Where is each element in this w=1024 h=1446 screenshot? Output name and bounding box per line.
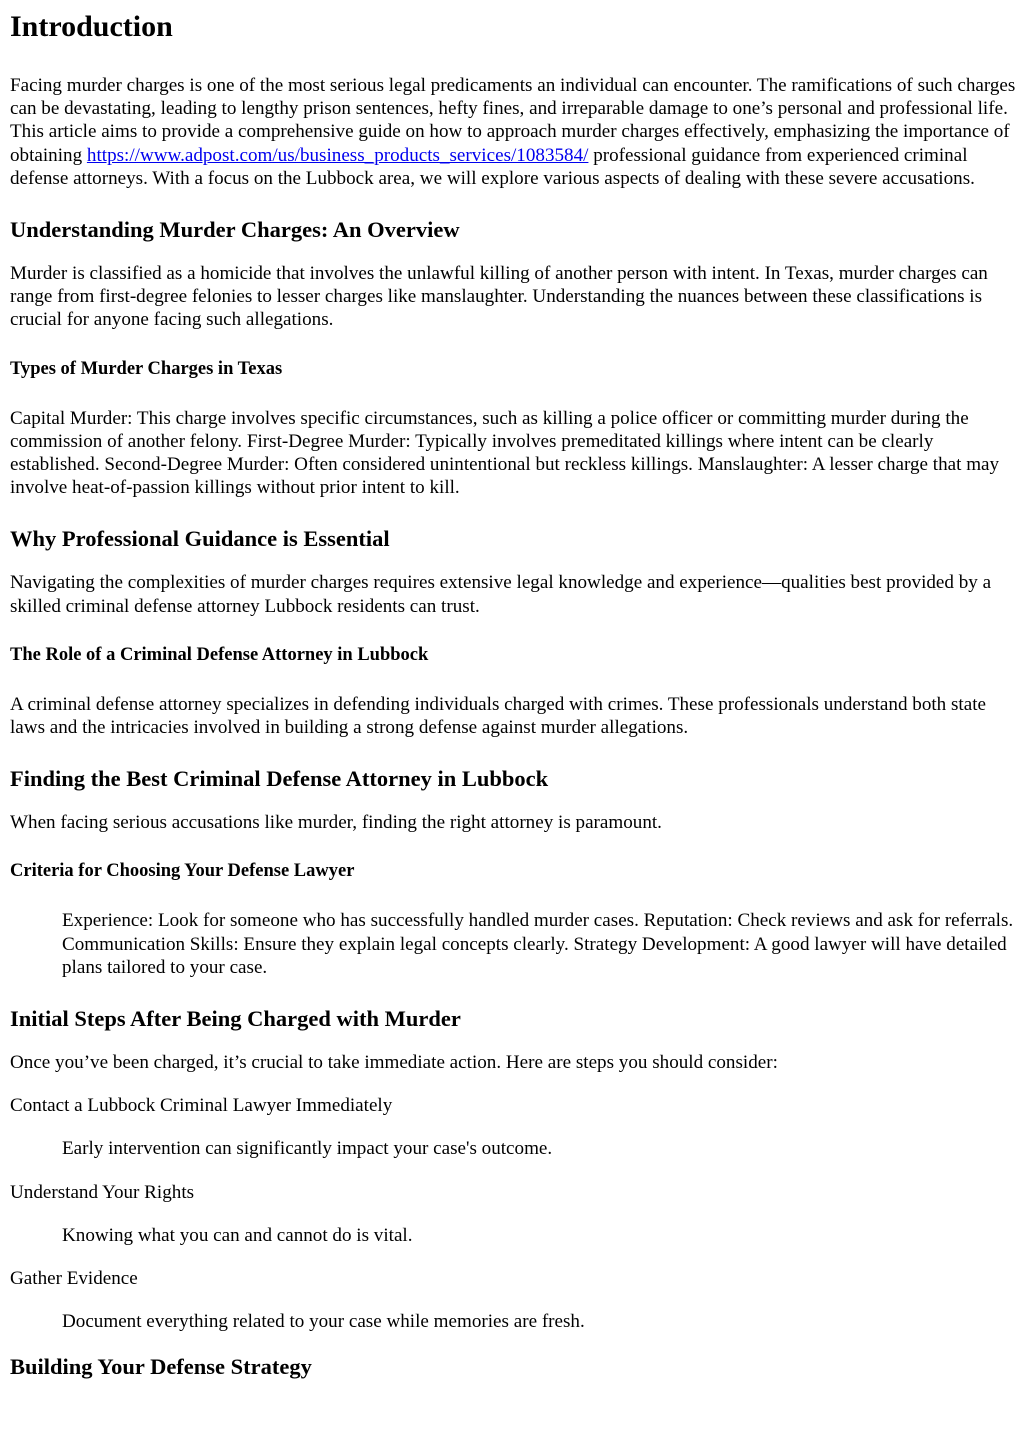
subsection-heading-role: The Role of a Criminal Defense Attorney in Lubbock <box>10 644 429 665</box>
intro-text-before-link: Facing murder charges is one of the most serious legal predicaments an individual can encounter. The ramifications of such charges can be devastating, leading to lengthy prison sentences, hefty fines, and irreparable damage to one’s personal and professional life. This article aims to provide a comprehensive guide on how to approach murder charges effectively, emphasizing the importance of obtaining <box>10 75 1016 166</box>
step-description: Document everything related to your case while memories are fresh. <box>62 1311 585 1333</box>
step-description: Early intervention can significantly impact your case's outcome. <box>62 1138 553 1160</box>
types-paragraph: Capital Murder: This charge involves specific circumstances, such as killing a police officer or committing murder during the commission of another felony. First-Degree Murder: Typically involves premeditated killings where intent can be clearly established. Second-Degree Murder: Often considered unintentional but reckless killings. Manslaughter: A lesser charge that may involve heat-of-passion killings without prior intent to kill. <box>10 407 1000 499</box>
step-title: Gather Evidence <box>10 1268 138 1290</box>
criteria-blockquote: Experience: Look for someone who has successfully handled murder cases. Reputation: Check reviews and ask for referrals. Communication Skills: Ensure they explain legal concepts clearly. Strategy Development: A good lawyer will have detailed plans tailored to your case. <box>62 910 1014 978</box>
page-title: Introduction <box>10 10 173 43</box>
section-heading-building: Building Your Defense Strategy <box>10 1354 312 1380</box>
section-heading-finding: Finding the Best Criminal Defense Attorney in Lubbock <box>10 766 549 792</box>
adpost-link[interactable]: https://www.adpost.com/us/business_products_services/1083584/ <box>86 144 589 166</box>
article <box>10 0 1016 1399</box>
step-title: Understand Your Rights <box>10 1181 195 1203</box>
overview-paragraph: Murder is classified as a homicide that involves the unlawful killing of another person with intent. In Texas, murder charges can range from first-degree felonies to lesser charges like manslaughter. Understanding the nuances between these classifications is crucial for anyone facing such allegations. <box>10 263 988 331</box>
step-description: Knowing what you can and cannot do is vital. <box>62 1224 413 1246</box>
subsection-heading-criteria: Criteria for Choosing Your Defense Lawyer <box>10 861 355 882</box>
intro-paragraph <box>10 74 1016 190</box>
step-title: Contact a Lubbock Criminal Lawyer Immediately <box>10 1095 393 1117</box>
finding-paragraph: When facing serious accusations like murder, finding the right attorney is paramount. <box>10 812 662 834</box>
intro-text-after-link: professional guidance from experienced criminal defense attorneys. With a focus on the Lubbock area, we will explore various aspects of dealing with these severe accusations. <box>10 144 975 189</box>
section-heading-overview: Understanding Murder Charges: An Overview <box>10 217 460 243</box>
section-heading-why: Why Professional Guidance is Essential <box>10 526 390 552</box>
subsection-heading-types: Types of Murder Charges in Texas <box>10 358 283 379</box>
initial-steps-intro: Once you’ve been charged, it’s crucial to take immediate action. Here are steps you should consider: <box>10 1052 778 1074</box>
section-heading-initial-steps: Initial Steps After Being Charged with Murder <box>10 1006 461 1032</box>
role-paragraph: A criminal defense attorney specializes in defending individuals charged with crimes. These professionals understand both state laws and the intricacies involved in building a strong defense against murder allegations. <box>10 693 986 739</box>
why-paragraph: Navigating the complexities of murder charges requires extensive legal knowledge and experience—qualities best provided by a skilled criminal defense attorney Lubbock residents can trust. <box>10 572 992 617</box>
